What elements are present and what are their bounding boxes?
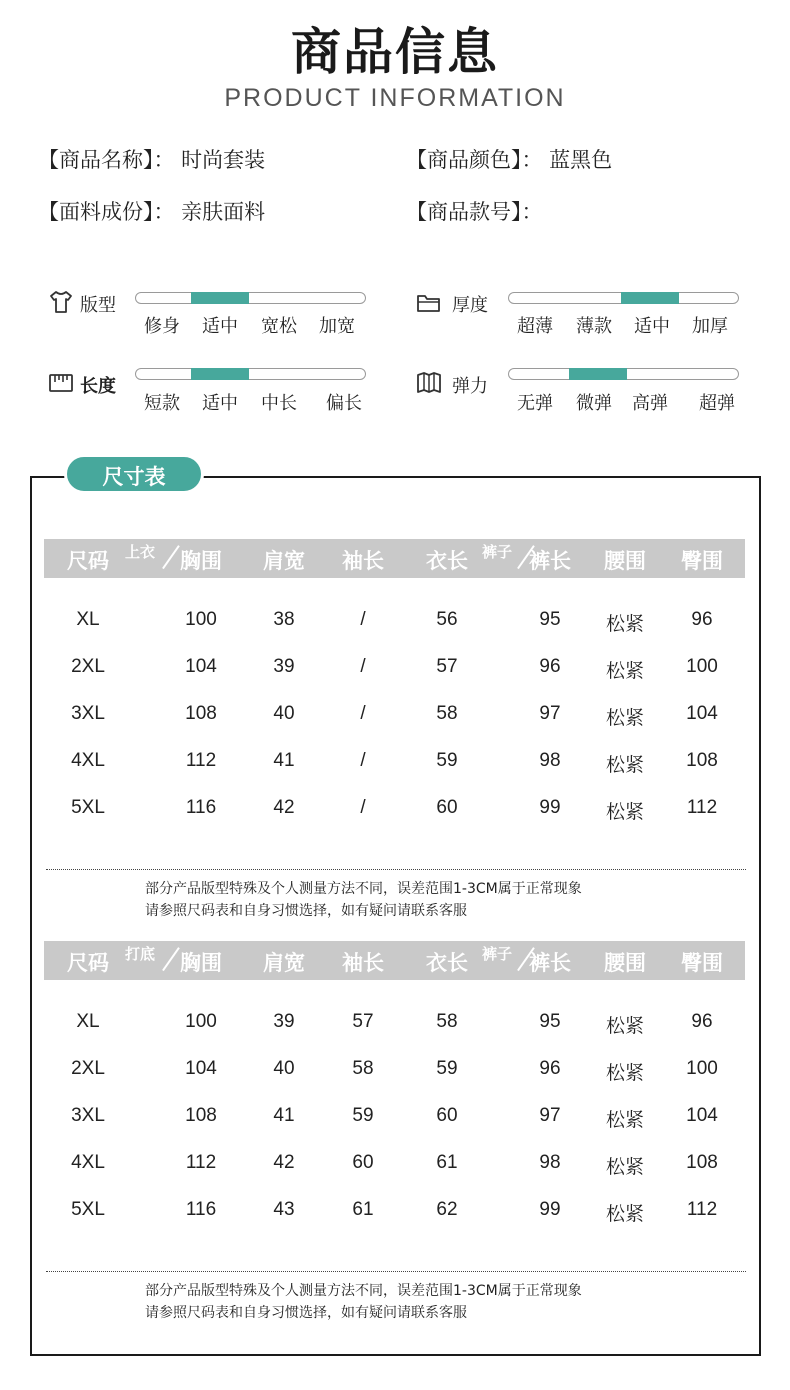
table-cell: 99 (539, 797, 561, 818)
table-cell: 60 (436, 1105, 458, 1126)
header-size: 尺码 (67, 549, 109, 573)
info-product-color: 【商品颜色】： 蓝黑色 (406, 148, 613, 172)
table-cell: 108 (686, 750, 718, 771)
header-cell: 肩宽 (263, 549, 305, 573)
table-cell: 39 (273, 656, 295, 677)
elasticity-option: 高弹 (632, 393, 668, 414)
table-cell: / (360, 656, 366, 677)
table-cell: 41 (273, 1105, 295, 1126)
table-cell: 99 (539, 1199, 561, 1220)
table-cell: 108 (185, 1105, 217, 1126)
attr-elasticity-label: 弹力 (452, 376, 488, 397)
table-cell: 100 (185, 609, 217, 630)
thickness-option: 薄款 (576, 316, 612, 337)
header-cell: 臀围 (681, 549, 723, 573)
header-cell: 腰围 (604, 951, 646, 975)
table-cell: 4XL (71, 1152, 105, 1173)
table-cell: 98 (539, 1152, 561, 1173)
size-note (145, 878, 582, 922)
header-cell: 裤长 (529, 549, 571, 573)
header-cell: 衣长 (426, 549, 468, 573)
thickness-option: 超薄 (517, 316, 553, 337)
table-cell: / (360, 703, 366, 724)
table-cell: 100 (686, 1058, 718, 1079)
table-cell: 5XL (71, 1199, 105, 1220)
table-cell: 5XL (71, 797, 105, 818)
fit-slider-fill (191, 292, 249, 304)
table-cell: 43 (273, 1199, 295, 1220)
info-product-name: 【商品名称】： 时尚套装 (38, 148, 266, 172)
table-cell: 42 (273, 797, 295, 818)
table-cell: 38 (273, 609, 295, 630)
size-note-line: 部分产品版型特殊及个人测量方法不同，误差范围1-3CM属于正常现象 (145, 881, 582, 897)
length-option: 适中 (202, 393, 238, 414)
header-cell: 肩宽 (263, 951, 305, 975)
table-cell: 59 (436, 1058, 458, 1079)
table-cell: / (360, 797, 366, 818)
header-cell: 胸围 (180, 549, 222, 573)
length-slider-fill (191, 368, 249, 380)
table-cell: 96 (539, 656, 561, 677)
length-option: 偏长 (326, 393, 362, 414)
table-cell: 116 (185, 797, 217, 818)
header-divider (162, 545, 179, 569)
table-cell: 56 (436, 609, 458, 630)
length-option: 中长 (261, 393, 297, 414)
table-cell: 100 (185, 1011, 217, 1032)
table-cell: 96 (539, 1058, 561, 1079)
page-subtitle: PRODUCT INFORMATION (224, 84, 566, 112)
table-cell: 61 (436, 1152, 458, 1173)
elasticity-slider (508, 368, 739, 380)
header-cell: 胸围 (180, 951, 222, 975)
page-title: 商品信息 (291, 23, 499, 81)
table-cell: 97 (539, 1105, 561, 1126)
table-cell: 松紧 (605, 1016, 645, 1037)
info-style-number: 【商品款号】： (406, 200, 543, 224)
table-cell: 104 (686, 1105, 718, 1126)
map-fold-icon (416, 370, 442, 396)
table-cell: 松紧 (605, 708, 645, 729)
table-cell: 松紧 (605, 802, 645, 823)
table-cell: 60 (352, 1152, 374, 1173)
header-cell: 腰围 (604, 549, 646, 573)
table-cell: 97 (539, 703, 561, 724)
header-size: 尺码 (67, 951, 109, 975)
table-cell: 3XL (71, 703, 105, 724)
length-option: 短款 (144, 393, 180, 414)
table-cell: 松紧 (605, 1204, 645, 1225)
table-cell: 104 (185, 656, 217, 677)
fit-option: 修身 (144, 316, 180, 337)
table-cell: / (360, 750, 366, 771)
ruler-icon (48, 370, 74, 396)
table-cell: 57 (352, 1011, 374, 1032)
table-cell: 58 (436, 703, 458, 724)
table-cell: 108 (185, 703, 217, 724)
size-note-line: 请参照尺码表和自身习惯选择，如有疑问请联系客服 (145, 903, 467, 919)
size-note (145, 1280, 582, 1324)
table-cell: 58 (436, 1011, 458, 1032)
size-table-header (44, 941, 745, 980)
table-cell: 2XL (71, 656, 105, 677)
table-cell: 40 (273, 1058, 295, 1079)
size-chart-tab: 尺寸表 (64, 454, 204, 494)
table-cell: 松紧 (605, 1157, 645, 1178)
thickness-slider (508, 292, 739, 304)
table-cell: 98 (539, 750, 561, 771)
table-cell: 松紧 (605, 661, 645, 682)
table-cell: 96 (691, 609, 713, 630)
attr-thickness-label: 厚度 (452, 295, 488, 316)
table-cell: 松紧 (605, 755, 645, 776)
table-cell: 112 (686, 797, 718, 818)
table-cell: / (360, 609, 366, 630)
header-divider (162, 947, 179, 971)
table-cell: 59 (352, 1105, 374, 1126)
thickness-slider-fill (621, 292, 679, 304)
header-group-right: 裤子 (482, 945, 513, 963)
header-cell: 袖长 (342, 549, 384, 573)
table-cell: 62 (436, 1199, 458, 1220)
table-cell: 95 (539, 609, 561, 630)
folder-icon (416, 290, 442, 316)
length-slider (135, 368, 366, 380)
tshirt-icon (48, 289, 74, 315)
elasticity-option: 微弹 (576, 393, 612, 414)
info-fabric: 【面料成份】： 亲肤面料 (38, 200, 266, 224)
header-group-left: 上衣 (125, 543, 156, 561)
size-note-line: 请参照尺码表和自身习惯选择，如有疑问请联系客服 (145, 1305, 467, 1321)
header-cell: 臀围 (681, 951, 723, 975)
fit-slider (135, 292, 366, 304)
size-table-header (44, 539, 745, 578)
dotted-divider (46, 1271, 746, 1272)
size-note-line: 部分产品版型特殊及个人测量方法不同，误差范围1-3CM属于正常现象 (145, 1283, 582, 1299)
table-cell: XL (76, 609, 100, 630)
table-cell: 57 (436, 656, 458, 677)
table-cell: 39 (273, 1011, 295, 1032)
table-cell: 42 (273, 1152, 295, 1173)
table-cell: 95 (539, 1011, 561, 1032)
table-cell: XL (76, 1011, 100, 1032)
header-group-right: 裤子 (482, 543, 513, 561)
table-cell: 112 (686, 1199, 718, 1220)
fit-option: 加宽 (319, 316, 355, 337)
table-cell: 40 (273, 703, 295, 724)
table-cell: 100 (686, 656, 718, 677)
table-cell: 112 (185, 750, 217, 771)
table-cell: 59 (436, 750, 458, 771)
table-cell: 4XL (71, 750, 105, 771)
table-cell: 松紧 (605, 1063, 645, 1084)
elasticity-slider-fill (569, 368, 627, 380)
elasticity-option: 无弹 (517, 393, 553, 414)
table-cell: 104 (686, 703, 718, 724)
table-cell: 2XL (71, 1058, 105, 1079)
header-cell: 衣长 (426, 951, 468, 975)
attr-fit-label: 版型 (80, 295, 116, 316)
header-cell: 袖长 (342, 951, 384, 975)
table-cell: 58 (352, 1058, 374, 1079)
table-cell: 60 (436, 797, 458, 818)
table-cell: 112 (185, 1152, 217, 1173)
table-cell: 61 (352, 1199, 374, 1220)
thickness-option: 适中 (634, 316, 670, 337)
attr-length-label: 长度 (80, 376, 116, 397)
table-cell: 松紧 (605, 614, 645, 635)
header-group-left: 打底 (125, 945, 156, 963)
table-cell: 104 (185, 1058, 217, 1079)
table-cell: 3XL (71, 1105, 105, 1126)
table-cell: 41 (273, 750, 295, 771)
elasticity-option: 超弹 (699, 393, 735, 414)
fit-option: 适中 (202, 316, 238, 337)
table-cell: 116 (185, 1199, 217, 1220)
table-cell: 96 (691, 1011, 713, 1032)
dotted-divider (46, 869, 746, 870)
table-cell: 松紧 (605, 1110, 645, 1131)
fit-option: 宽松 (261, 316, 297, 337)
table-cell: 108 (686, 1152, 718, 1173)
thickness-option: 加厚 (692, 316, 728, 337)
header-cell: 裤长 (529, 951, 571, 975)
